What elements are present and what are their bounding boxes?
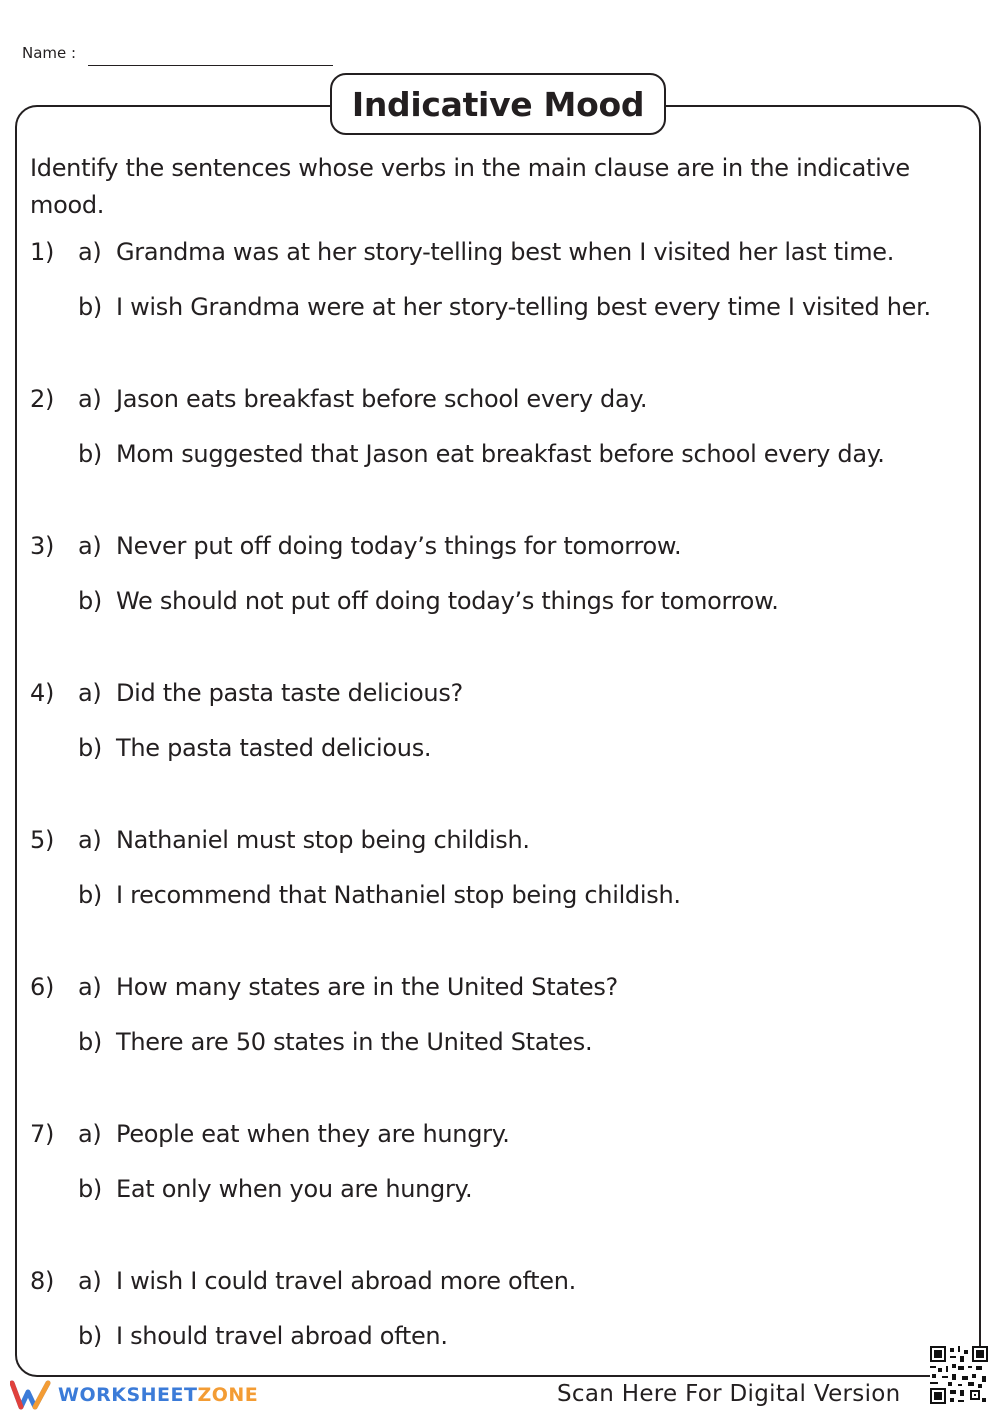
qr-code-icon[interactable] [930, 1346, 988, 1404]
question-number: 7) [30, 1120, 55, 1148]
sentence-text: How many states are in the United States? [116, 973, 618, 1001]
instructions: Identify the sentences whose verbs in the main clause are in the indicative mood. [30, 154, 910, 219]
brand-name [58, 1384, 258, 1406]
question-number: 4) [30, 679, 55, 707]
brand-logo [10, 1380, 258, 1410]
question-number: 5) [30, 826, 55, 854]
sentence-text: I recommend that Nathaniel stop being childish. [116, 881, 681, 909]
option-letter: a) [78, 238, 102, 266]
sentence-text: Mom suggested that Jason eat breakfast before school every day. [116, 440, 885, 468]
question-number: 6) [30, 973, 55, 1001]
sentence-text: Did the pasta taste delicious? [116, 679, 463, 707]
option-letter: a) [78, 1120, 102, 1148]
option-letter: b) [78, 440, 102, 468]
scan-text: Scan Here For Digital Version [557, 1381, 901, 1407]
brand-secondary: ZONE [197, 1384, 259, 1406]
option-letter: b) [78, 734, 102, 762]
sentence-text: Nathaniel must stop being childish. [116, 826, 530, 854]
option-letter: a) [78, 385, 102, 413]
sentence-text: Jason eats breakfast before school every day. [116, 385, 648, 413]
sentence-text: Grandma was at her story-telling best when I visited her last time. [116, 238, 895, 266]
option-letter: b) [78, 293, 102, 321]
option-letter: a) [78, 532, 102, 560]
option-letter: a) [78, 973, 102, 1001]
sentence-text: There are 50 states in the United States. [116, 1028, 593, 1056]
sentence-text: Never put off doing today’s things for tomorrow. [116, 532, 682, 560]
question-number: 3) [30, 532, 55, 560]
question-number: 8) [30, 1267, 55, 1295]
option-letter: a) [78, 826, 102, 854]
name-line [88, 65, 333, 66]
sentence-text: Eat only when you are hungry. [116, 1175, 473, 1203]
option-letter: a) [78, 679, 102, 707]
sentence-text: I should travel abroad often. [116, 1322, 448, 1350]
option-letter: b) [78, 1322, 102, 1350]
option-letter: b) [78, 587, 102, 615]
brand-primary: WORKSHEET [58, 1384, 198, 1406]
option-letter: b) [78, 1175, 102, 1203]
option-letter: b) [78, 881, 102, 909]
sentence-text: I wish Grandma were at her story-telling best every time I visited her. [116, 293, 931, 321]
sentence-text: People eat when they are hungry. [116, 1120, 510, 1148]
sentence-text: We should not put off doing today’s things for tomorrow. [116, 587, 779, 615]
sentence-text: The pasta tasted delicious. [116, 734, 432, 762]
question-number: 1) [30, 238, 55, 266]
name-label: Name : [22, 44, 77, 62]
option-letter: b) [78, 1028, 102, 1056]
sentence-text: I wish I could travel abroad more often. [116, 1267, 576, 1295]
page-title: Indicative Mood [330, 73, 666, 135]
question-number: 2) [30, 385, 55, 413]
worksheet-zone-logo-icon [10, 1380, 52, 1410]
option-letter: a) [78, 1267, 102, 1295]
